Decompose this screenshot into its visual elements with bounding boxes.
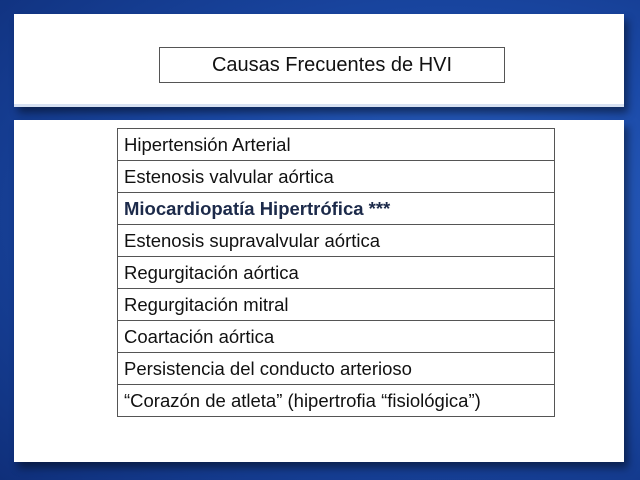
slide-title: Causas Frecuentes de HVI: [211, 53, 453, 76]
slide-title-box: [159, 47, 505, 83]
table-row: [118, 385, 555, 417]
table-row: [118, 289, 555, 321]
table-cell: Miocardiopatía Hipertrófica ***: [118, 193, 555, 225]
table-row-emphasized: [118, 193, 555, 225]
table-row: [118, 321, 555, 353]
table-row: [118, 161, 555, 193]
table-cell: Persistencia del conducto arterioso: [118, 353, 555, 385]
table-row: [118, 129, 555, 161]
table-cell: “Corazón de atleta” (hipertrofia “fisiológica”): [118, 385, 555, 417]
table-cell: Coartación aórtica: [118, 321, 555, 353]
table-row: [118, 225, 555, 257]
causes-table: [117, 128, 555, 417]
table-row: [118, 257, 555, 289]
table-row: [118, 353, 555, 385]
table-cell: Hipertensión Arterial: [118, 129, 555, 161]
table-cell: Estenosis supravalvular aórtica: [118, 225, 555, 257]
table-cell: Estenosis valvular aórtica: [118, 161, 555, 193]
table-cell: Regurgitación aórtica: [118, 257, 555, 289]
table-cell: Regurgitación mitral: [118, 289, 555, 321]
